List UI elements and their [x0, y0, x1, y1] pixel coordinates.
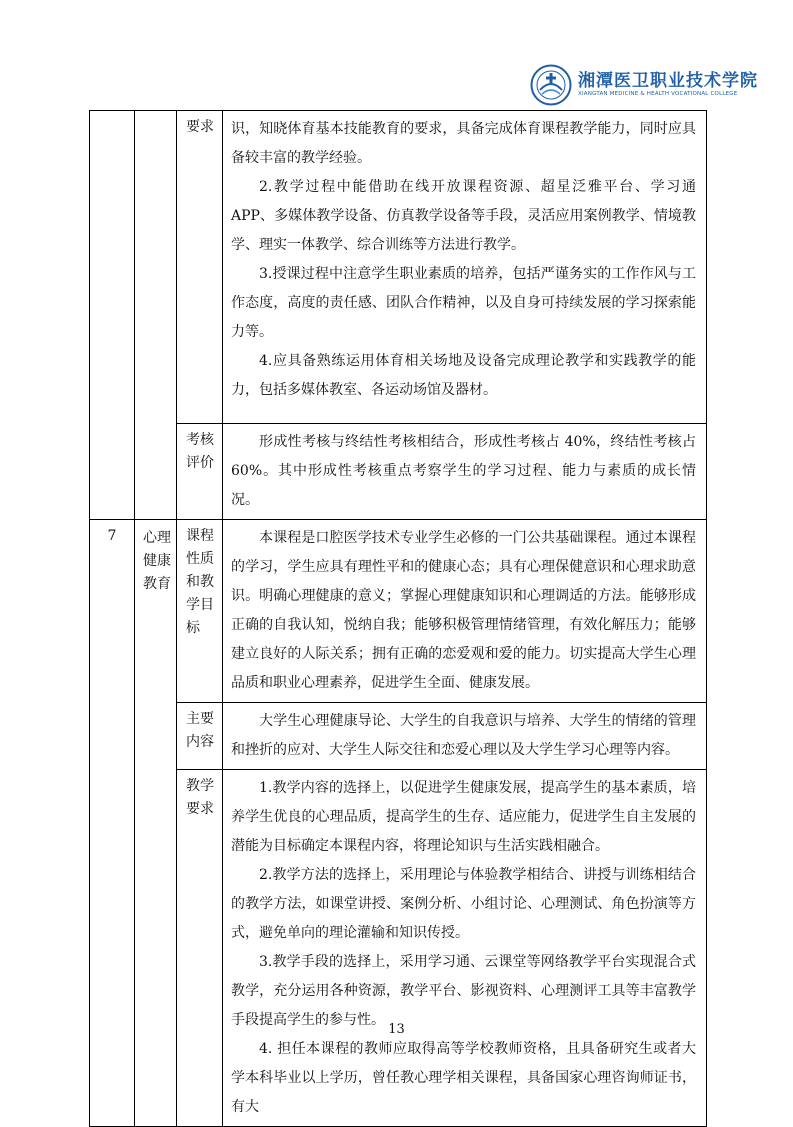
table-row	[90, 424, 707, 520]
course-name: 心理健康教育	[143, 530, 171, 592]
row-label-nature-goals: 课程性质和教学目标	[186, 528, 214, 636]
table-row	[90, 770, 707, 1127]
row-label-assessment: 考核评价	[186, 432, 214, 471]
requirements-paragraph: 识，知晓体育基本技能教育的要求，具备完成体育课程教学能力，同时应具备较丰富的教学经验。	[231, 121, 696, 166]
teaching-req-paragraph: 3.教学手段的选择上，采用学习通、云课堂等网络教学平台实现混合式教学，充分运用各种资源，教学平台、影视资料、心理测评工具等丰富教学手段提高学生的参与性。	[231, 954, 696, 1028]
row-label-requirements: 要求	[186, 119, 214, 135]
college-name-en: XIANGTAN MEDICINE & HEALTH VOCATIONAL COLLEGE	[578, 91, 738, 97]
row-number: 7	[107, 528, 117, 544]
teaching-req-paragraph: 4. 担任本课程的教师应取得高等学校教师资格，且具备研究生或者大学本科毕业以上学历，曾任教心理学相关课程，具备国家心理咨询师证书，有大	[231, 1041, 696, 1115]
college-logo-header	[530, 64, 758, 108]
table-row	[90, 111, 707, 424]
teaching-req-paragraph: 1.教学内容的选择上，以促进学生健康发展，提高学生的基本素质，培养学生优良的心理品质，提高学生的生存、适应能力，促进学生自主发展的潜能为目标确定本课程内容，将理论知识与生活实践相融合。	[231, 780, 696, 854]
main-content-text: 大学生心理健康导论、大学生的自我意识与培养、大学生的情绪的管理和挫折的应对、大学生人际交往和恋爱心理以及大学生学习心理等内容。	[231, 713, 696, 758]
college-emblem-icon	[530, 64, 572, 106]
requirements-paragraph: 2.教学过程中能借助在线开放课程资源、超星泛雅平台、学习通 APP、多媒体教学设备、仿真教学设备等手段，灵活应用案例教学、情境教学、理实一体教学、综合训练等方法进行教学。	[231, 179, 696, 253]
teaching-req-paragraph: 2.教学方法的选择上，采用理论与体验教学相结合、讲授与训练相结合的教学方法，如课堂讲授、案例分析、小组讨论、心理测试、角色扮演等方式，避免单向的理论灌输和知识传授。	[231, 867, 696, 941]
page-number: 13	[388, 1022, 405, 1037]
table-row	[90, 520, 707, 703]
college-name-cn: 湘潭医卫职业技术学院	[578, 71, 758, 91]
requirements-text	[223, 111, 706, 409]
row-label-teaching-requirements: 教学要求	[186, 778, 214, 817]
nature-goals-text: 本课程是口腔医学技术专业学生必修的一门公共基础课程。通过本课程的学习，学生应具有理性平和的健康心态；具有心理保健意识和心理求助意识。明确心理健康的意义；掌握心理健康知识和心理调适的方法。能够形成正确的自我认知，悦纳自我；能够积极管理情绪管理，有效化解压力；能够建立良好的人际关系；拥有正确的恋爱观和爱的能力。切实提高大学生心理品质和职业心理素养，促进学生全面、健康发展。	[231, 530, 696, 691]
table-row	[90, 703, 707, 770]
row-label-main-content: 主要内容	[186, 711, 214, 750]
requirements-paragraph: 3.授课过程中注意学生职业素质的培养，包括严谨务实的工作作风与工作态度，高度的责任感、团队合作精神，以及自身可持续发展的学习探索能力等。	[231, 266, 696, 340]
assessment-text: 形成性考核与终结性考核相结合，形成性考核占 40%，终结性考核占 60%。其中形成性考核重点考察学生的学习过程、能力与素质的成长情况。	[231, 434, 696, 508]
curriculum-table	[89, 110, 707, 1127]
requirements-paragraph: 4.应具备熟练运用体育相关场地及设备完成理论教学和实践教学的能力，包括多媒体教室、各运动场馆及器材。	[231, 353, 696, 398]
